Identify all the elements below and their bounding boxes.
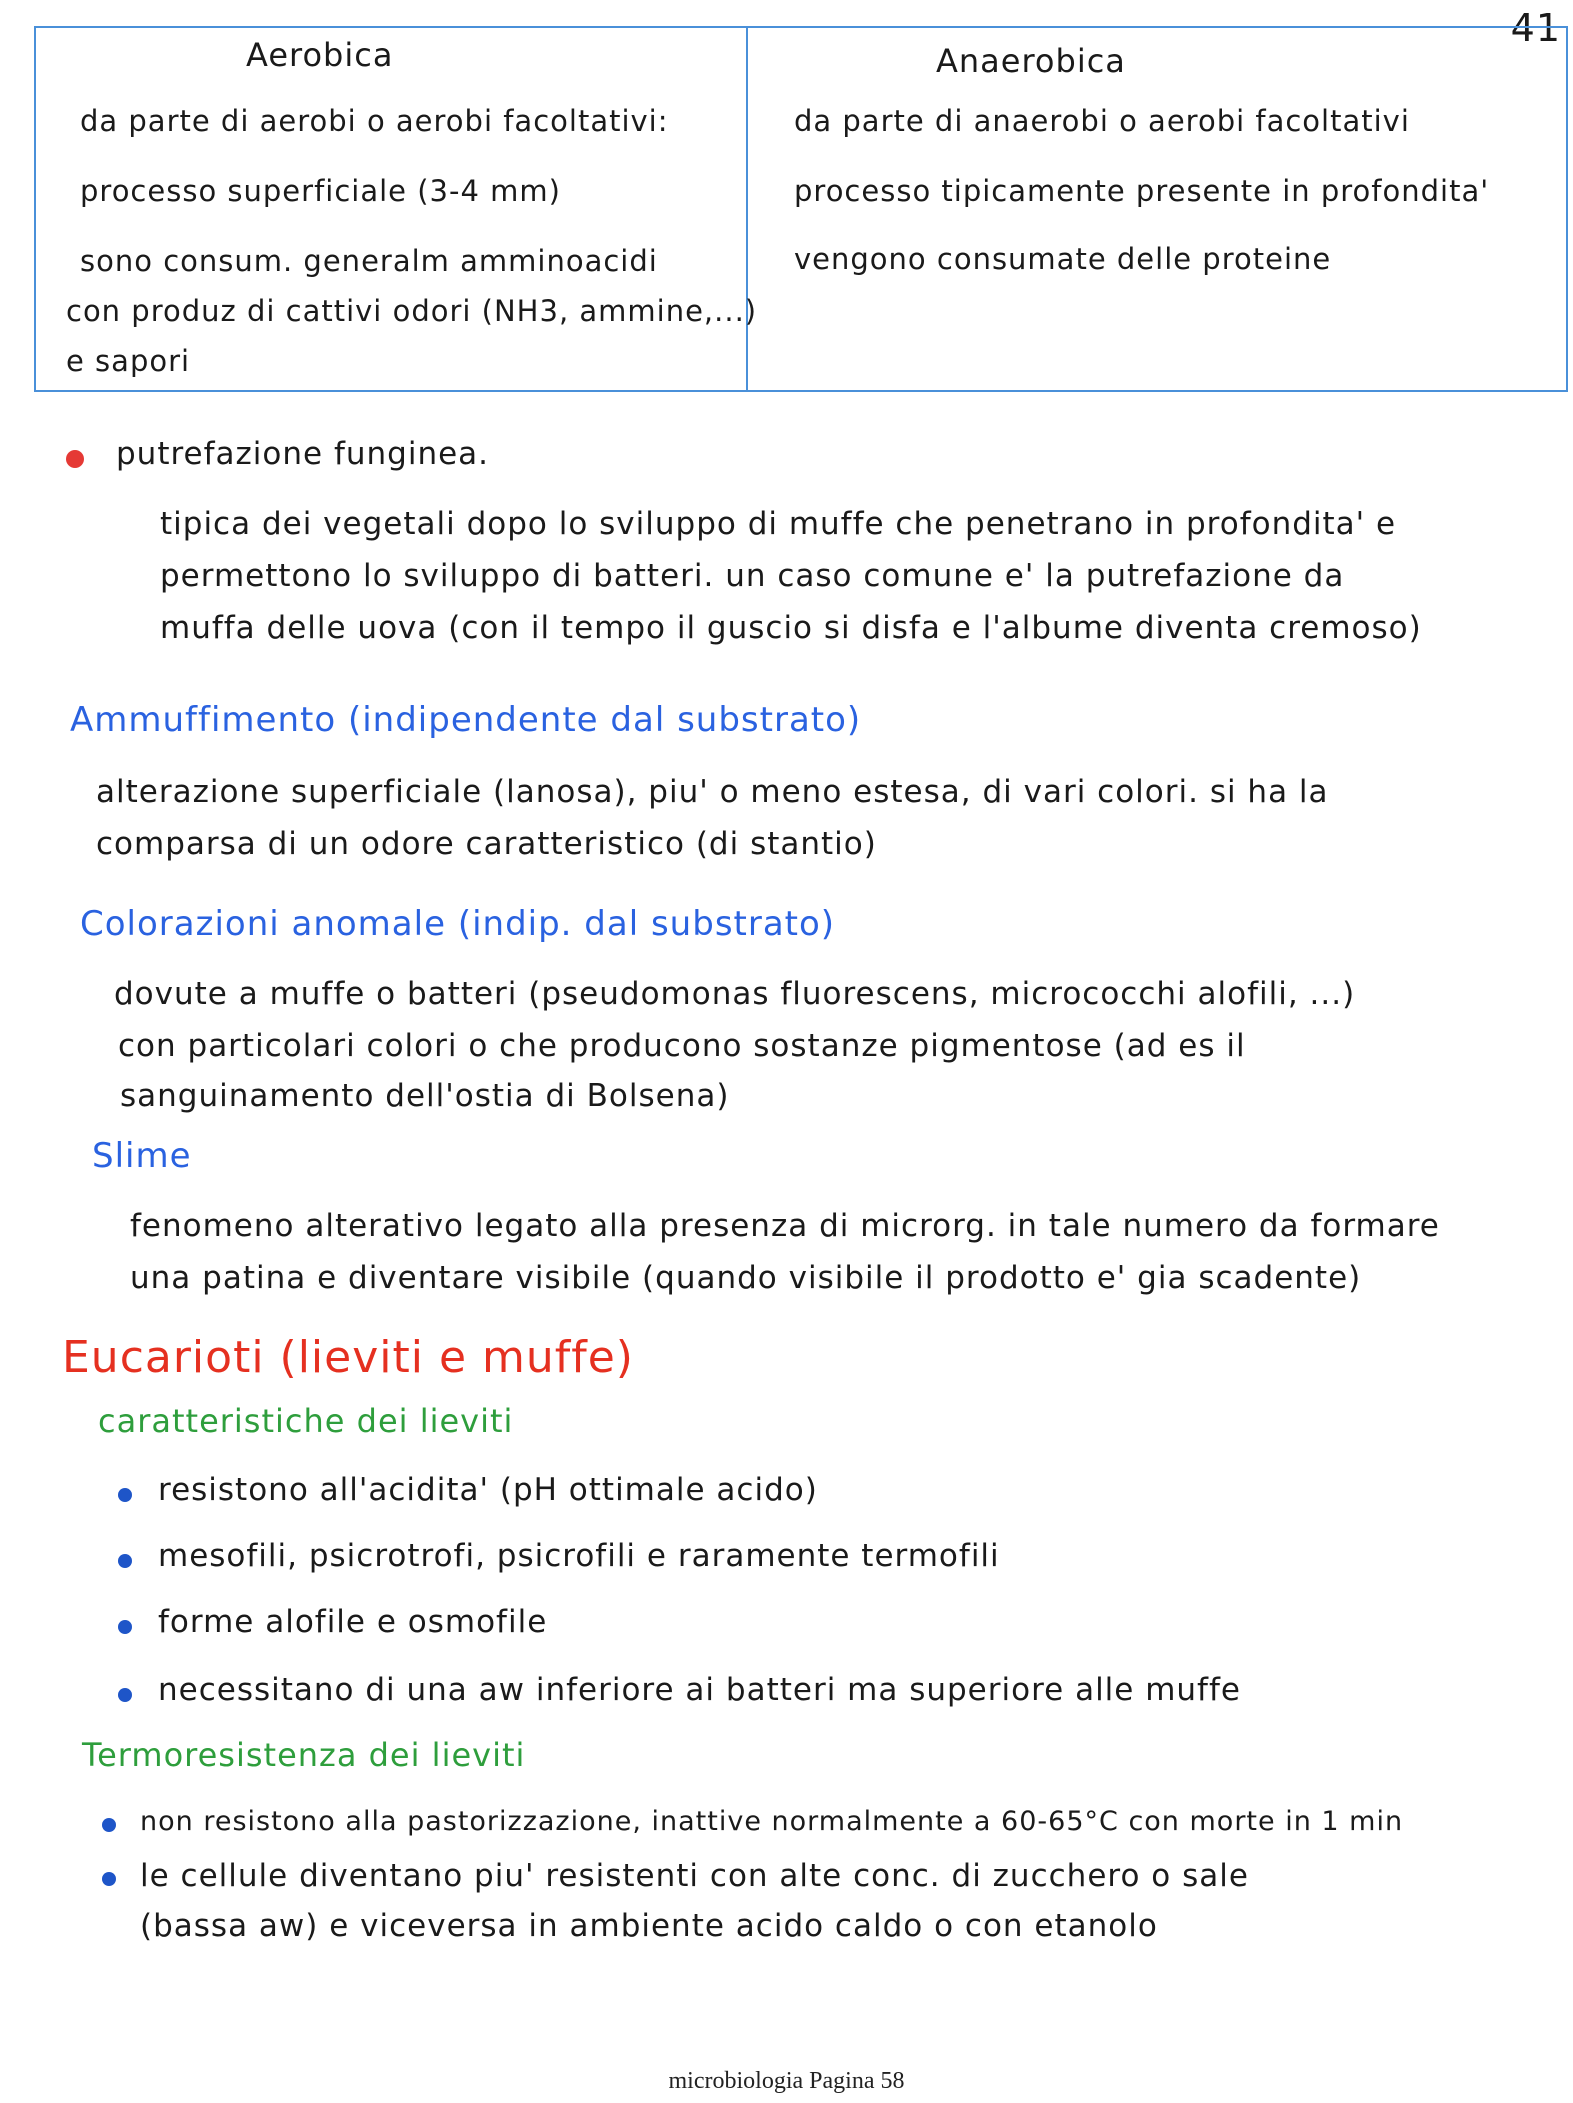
- putrefazione-line: tipica dei vegetali dopo lo sviluppo di muffe che penetrano in profondita' e: [160, 506, 1397, 542]
- putrefazione-heading: putrefazione funginea.: [116, 436, 490, 472]
- colorazioni-heading: Colorazioni anomale (indip. dal substrato): [80, 904, 836, 944]
- anaerobic-line: processo tipicamente presente in profondita': [794, 174, 1490, 208]
- aerobic-title: Aerobica: [246, 36, 394, 74]
- colorazioni-line: dovute a muffe o batteri (pseudomonas fluorescens, micrococchi alofili, ...): [114, 976, 1356, 1012]
- eucarioti-heading: Eucarioti (lieviti e muffe): [62, 1332, 634, 1383]
- lieviti-bullet: forme alofile e osmofile: [158, 1604, 548, 1640]
- anaerobic-line: da parte di anaerobi o aerobi facoltativi: [794, 104, 1410, 138]
- termoresistenza-heading: Termoresistenza dei lieviti: [82, 1736, 526, 1774]
- ammuffimento-line: alterazione superficiale (lanosa), piu' o meno estesa, di vari colori. si ha la: [96, 774, 1329, 810]
- page-footer: microbiologia Pagina 58: [668, 2068, 905, 2094]
- blue-bullet: [102, 1872, 116, 1886]
- termo-continuation: (bassa aw) e viceversa in ambiente acido caldo o con etanolo: [140, 1908, 1158, 1944]
- colorazioni-line: sanguinamento dell'ostia di Bolsena): [120, 1078, 730, 1114]
- termo-bullet: non resistono alla pastorizzazione, inattive normalmente a 60-65°C con morte in 1 min: [140, 1806, 1404, 1837]
- anaerobic-title: Anaerobica: [936, 42, 1126, 80]
- comparison-table: [34, 26, 1568, 392]
- blue-bullet: [118, 1488, 132, 1502]
- red-bullet: [66, 450, 84, 468]
- aerobic-line: sono consum. generalm amminoacidi: [80, 244, 658, 278]
- lieviti-bullet: resistono all'acidita' (pH ottimale acido): [158, 1472, 818, 1508]
- table-divider: [746, 28, 748, 390]
- aerobic-line: e sapori: [66, 344, 191, 378]
- aerobic-line: da parte di aerobi o aerobi facoltativi:: [80, 104, 669, 138]
- blue-bullet: [118, 1688, 132, 1702]
- putrefazione-line: muffa delle uova (con il tempo il guscio si disfa e l'albume diventa cremoso): [160, 610, 1422, 646]
- lieviti-bullet: necessitano di una aw inferiore ai batteri ma superiore alle muffe: [158, 1672, 1241, 1708]
- blue-bullet: [102, 1818, 116, 1832]
- colorazioni-line: con particolari colori o che producono sostanze pigmentose (ad es il: [118, 1028, 1246, 1064]
- termo-bullet: le cellule diventano piu' resistenti con alte conc. di zucchero o sale: [140, 1858, 1249, 1894]
- lieviti-bullet: mesofili, psicrotrofi, psicrofili e raramente termofili: [158, 1538, 1000, 1574]
- ammuffimento-line: comparsa di un odore caratteristico (di stantio): [96, 826, 877, 862]
- aerobic-line: con produz di cattivi odori (NH3, ammine,...): [66, 294, 758, 328]
- page-number: 41: [1510, 6, 1561, 50]
- putrefazione-line: permettono lo sviluppo di batteri. un caso comune e' la putrefazione da: [160, 558, 1345, 594]
- anaerobic-line: vengono consumate delle proteine: [794, 242, 1332, 276]
- slime-heading: Slime: [92, 1136, 192, 1176]
- lieviti-heading: caratteristiche dei lieviti: [98, 1402, 514, 1440]
- blue-bullet: [118, 1554, 132, 1568]
- slime-line: fenomeno alterativo legato alla presenza di microrg. in tale numero da formare: [130, 1208, 1440, 1244]
- blue-bullet: [118, 1620, 132, 1634]
- slime-line: una patina e diventare visibile (quando visibile il prodotto e' gia scadente): [130, 1260, 1362, 1296]
- ammuffimento-heading: Ammuffimento (indipendente dal substrato): [70, 700, 862, 740]
- aerobic-line: processo superficiale (3-4 mm): [80, 174, 561, 208]
